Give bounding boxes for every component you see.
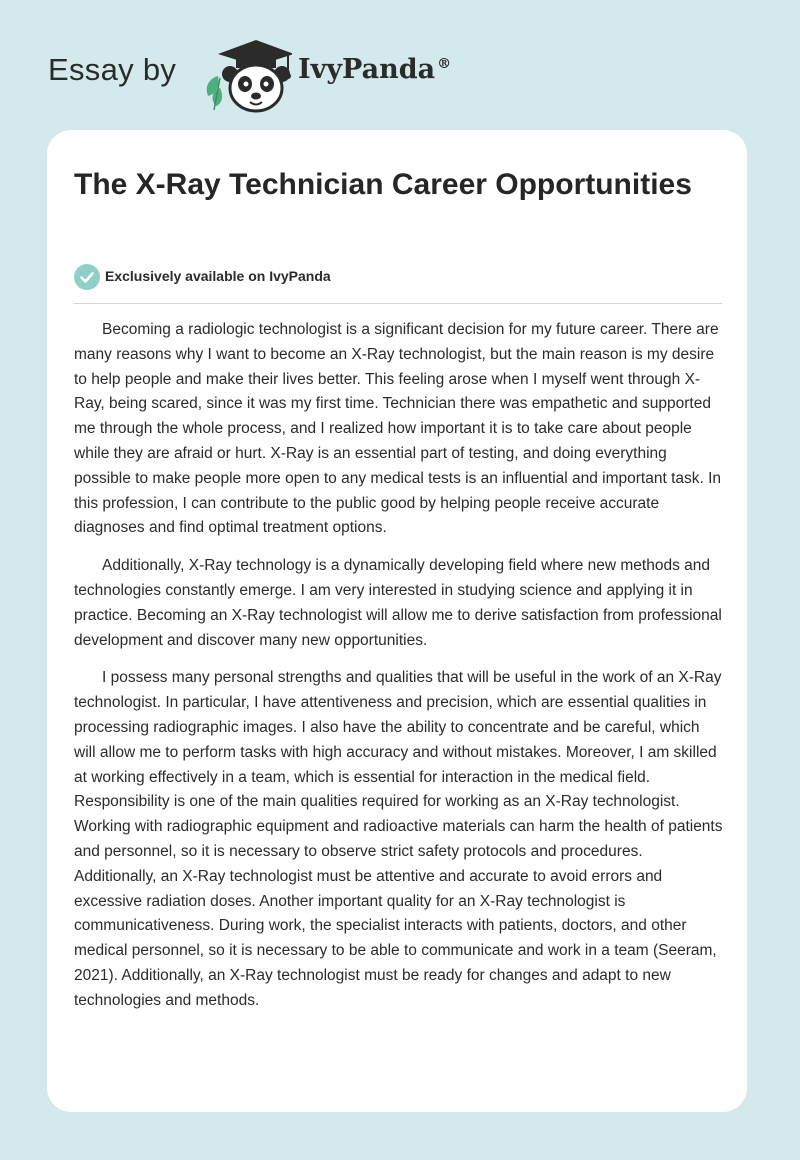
paragraph: I possess many personal strengths and qualities that will be useful in the work of an X-Ray technologist. In particular, I have attentiveness and precision, which are essential qualities in processing radiographic images. I also have the ability to concentrate and be careful, which will allow me to perform tasks with high accuracy and without mistakes. Moreover, I am skilled at working effectively in a team, which is essential for interaction in the medical field. Responsibility is one of the main qualities required for working as an X-Ray technologist. Working with radiographic equipment and radioactive materials can harm the health of patients and personnel, so it is necessary to observe strict safety protocols and procedures. Additionally, an X-Ray technologist must be attentive and accurate to avoid errors and excessive radiation doses. Another important quality for an X-Ray technologist is communicativeness. During work, the specialist interacts with patients, doctors, and other medical personnel, so it is necessary to be able to communicate and work in a team (Seeram, 2021). Additionally, an X-Ray technologist must be ready for changes and adapt to new technologies and methods. — [74, 669, 723, 1009]
panda-graduate-logo-icon[interactable] — [200, 34, 292, 114]
paragraph: Becoming a radiologic technologist is a significant decision for my future career. There are many reasons why I want to become an X-Ray technologist, but the main reason is my desire to help people and make their lives better. This feeling arose when I myself went through X-Ray, being scared, since it was my first time. Technician there was empathetic and supported me through the whole process, and I realized how important it is to take care about people while they are afraid or hurt. X-Ray is an essential part of testing, and doing everything possible to make people more open to any medical tests is an influential and important task. In this profession, I can contribute to the public good by helping people receive accurate diagnoses and find optimal treatment options. — [74, 321, 722, 537]
article-card — [47, 130, 747, 1112]
article-title: The X-Ray Technician Career Opportunities — [74, 168, 692, 201]
brand-header — [48, 34, 508, 114]
brand-name[interactable] — [298, 54, 451, 85]
title-divider — [74, 303, 722, 304]
check-circle-icon — [74, 264, 100, 290]
exclusive-badge-text: Exclusively available on IvyPanda — [105, 268, 331, 284]
brand-prefix: Essay by — [48, 52, 177, 87]
brand-name-text: IvyPanda — [298, 54, 436, 85]
article-body — [74, 318, 724, 1027]
paragraph: Additionally, X-Ray technology is a dynamically developing field where new methods and technologies constantly emerge. I am very interested in studying science and applying it in practice. Becoming an X-Ray technologist will allow me to derive satisfaction from professional development and discover many new opportunities. — [74, 557, 722, 649]
registered-mark: ® — [437, 56, 452, 72]
